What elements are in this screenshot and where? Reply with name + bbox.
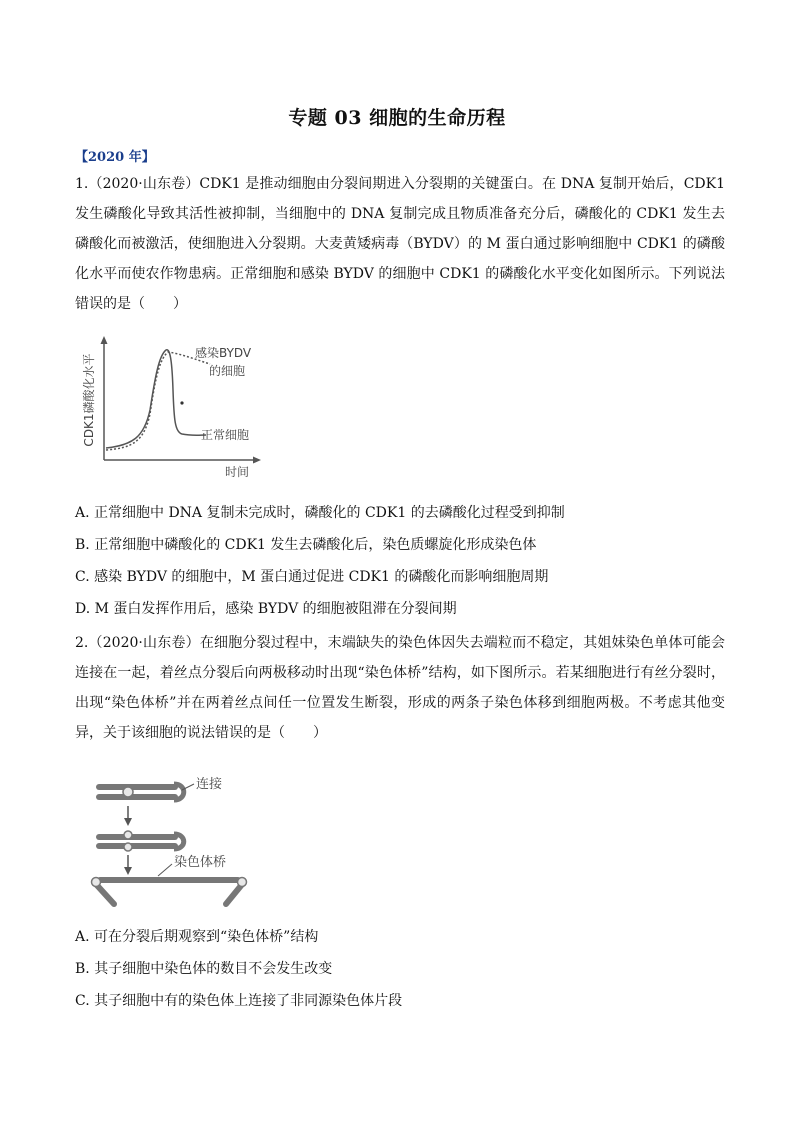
x-axis-label: 时间: [224, 465, 250, 479]
page-title: 专题 03 细胞的生命历程: [288, 107, 506, 129]
marker-dot: [180, 401, 183, 404]
normal-cell-label: 正常细胞: [201, 428, 250, 442]
y-axis-label: CDK1磷酸化水平: [82, 353, 96, 447]
section-year-label: 【2020 年】: [75, 150, 155, 165]
normal-cell-curve: [106, 350, 206, 448]
question-2-option-b: B. 其子细胞中染色体的数目不会发生改变: [75, 961, 333, 977]
chromosome-bridge: [92, 878, 247, 905]
chromosome-joined: [96, 784, 184, 800]
question-1-stem: 1.（2020·山东卷）CDK1 是推动细胞由分裂间期进入分裂期的关键蛋白。在 DNA 复制开始后，CDK1 发生磷酸化导致其活性被抑制，当细胞中的 DNA 复制完成且物质准备充分后，磷酸化的 CDK1 发生去磷酸化而被激活，使细胞进入分裂期。大麦黄矮病毒（BYDV）的 M 蛋白通过影响细胞中 CDK1 的磷酸化水平而使农作物患病。正常细胞和感染 BYDV 的细胞中 CDK1 的磷酸化水平变化如图所示。下列说法错误的是（ ）: [75, 176, 725, 312]
bridge-label: 染色体桥: [174, 855, 227, 870]
question-2-option-c: C. 其子细胞中有的染色体上连接了非同源染色体片段: [75, 993, 403, 1009]
bridge-pointer: [158, 864, 172, 876]
question-1-option-a: A. 正常细胞中 DNA 复制未完成时，磷酸化的 CDK1 的去磷酸化过程受到抑制: [75, 505, 565, 521]
question-2-option-a: A. 可在分裂后期观察到“染色体桥”结构: [75, 929, 319, 945]
arrow-down-2: [124, 855, 132, 875]
chromosome-centromere-split: [96, 831, 184, 851]
question-1-option-c: C. 感染 BYDV 的细胞中，M 蛋白通过促进 CDK1 的磷酸化而影响细胞周期: [75, 569, 549, 585]
chromosome-bridge-figure: [88, 772, 278, 912]
arrow-down-1: [124, 806, 132, 826]
question-2-stem: 2.（2020·山东卷）在细胞分裂过程中，末端缺失的染色体因失去端粒而不稳定，其姐妹染色单体可能会连接在一起，着丝点分裂后向两极移动时出现“染色体桥”结构，如下图所示。若某细胞进行有丝分裂时，出现“染色体桥”并在两着丝点间任一位置发生断裂，形成的两条子染色体移到细胞两极。不考虑其他变异，关于该细胞的说法错误的是（ ）: [75, 635, 725, 741]
infected-cell-label-line2: 的细胞: [209, 364, 246, 378]
question-1-option-b: B. 正常细胞中磷酸化的 CDK1 发生去磷酸化后，染色质螺旋化形成染色体: [75, 537, 537, 553]
y-axis: [101, 336, 108, 460]
x-axis: [104, 457, 261, 464]
infected-cell-label-line1: 感染BYDV: [195, 346, 252, 360]
connect-label: 连接: [196, 777, 223, 792]
question-1-option-d: D. M 蛋白发挥作用后，感染 BYDV 的细胞被阻滞在分裂间期: [75, 601, 457, 617]
cdk1-phosphorylation-figure: [82, 330, 272, 480]
